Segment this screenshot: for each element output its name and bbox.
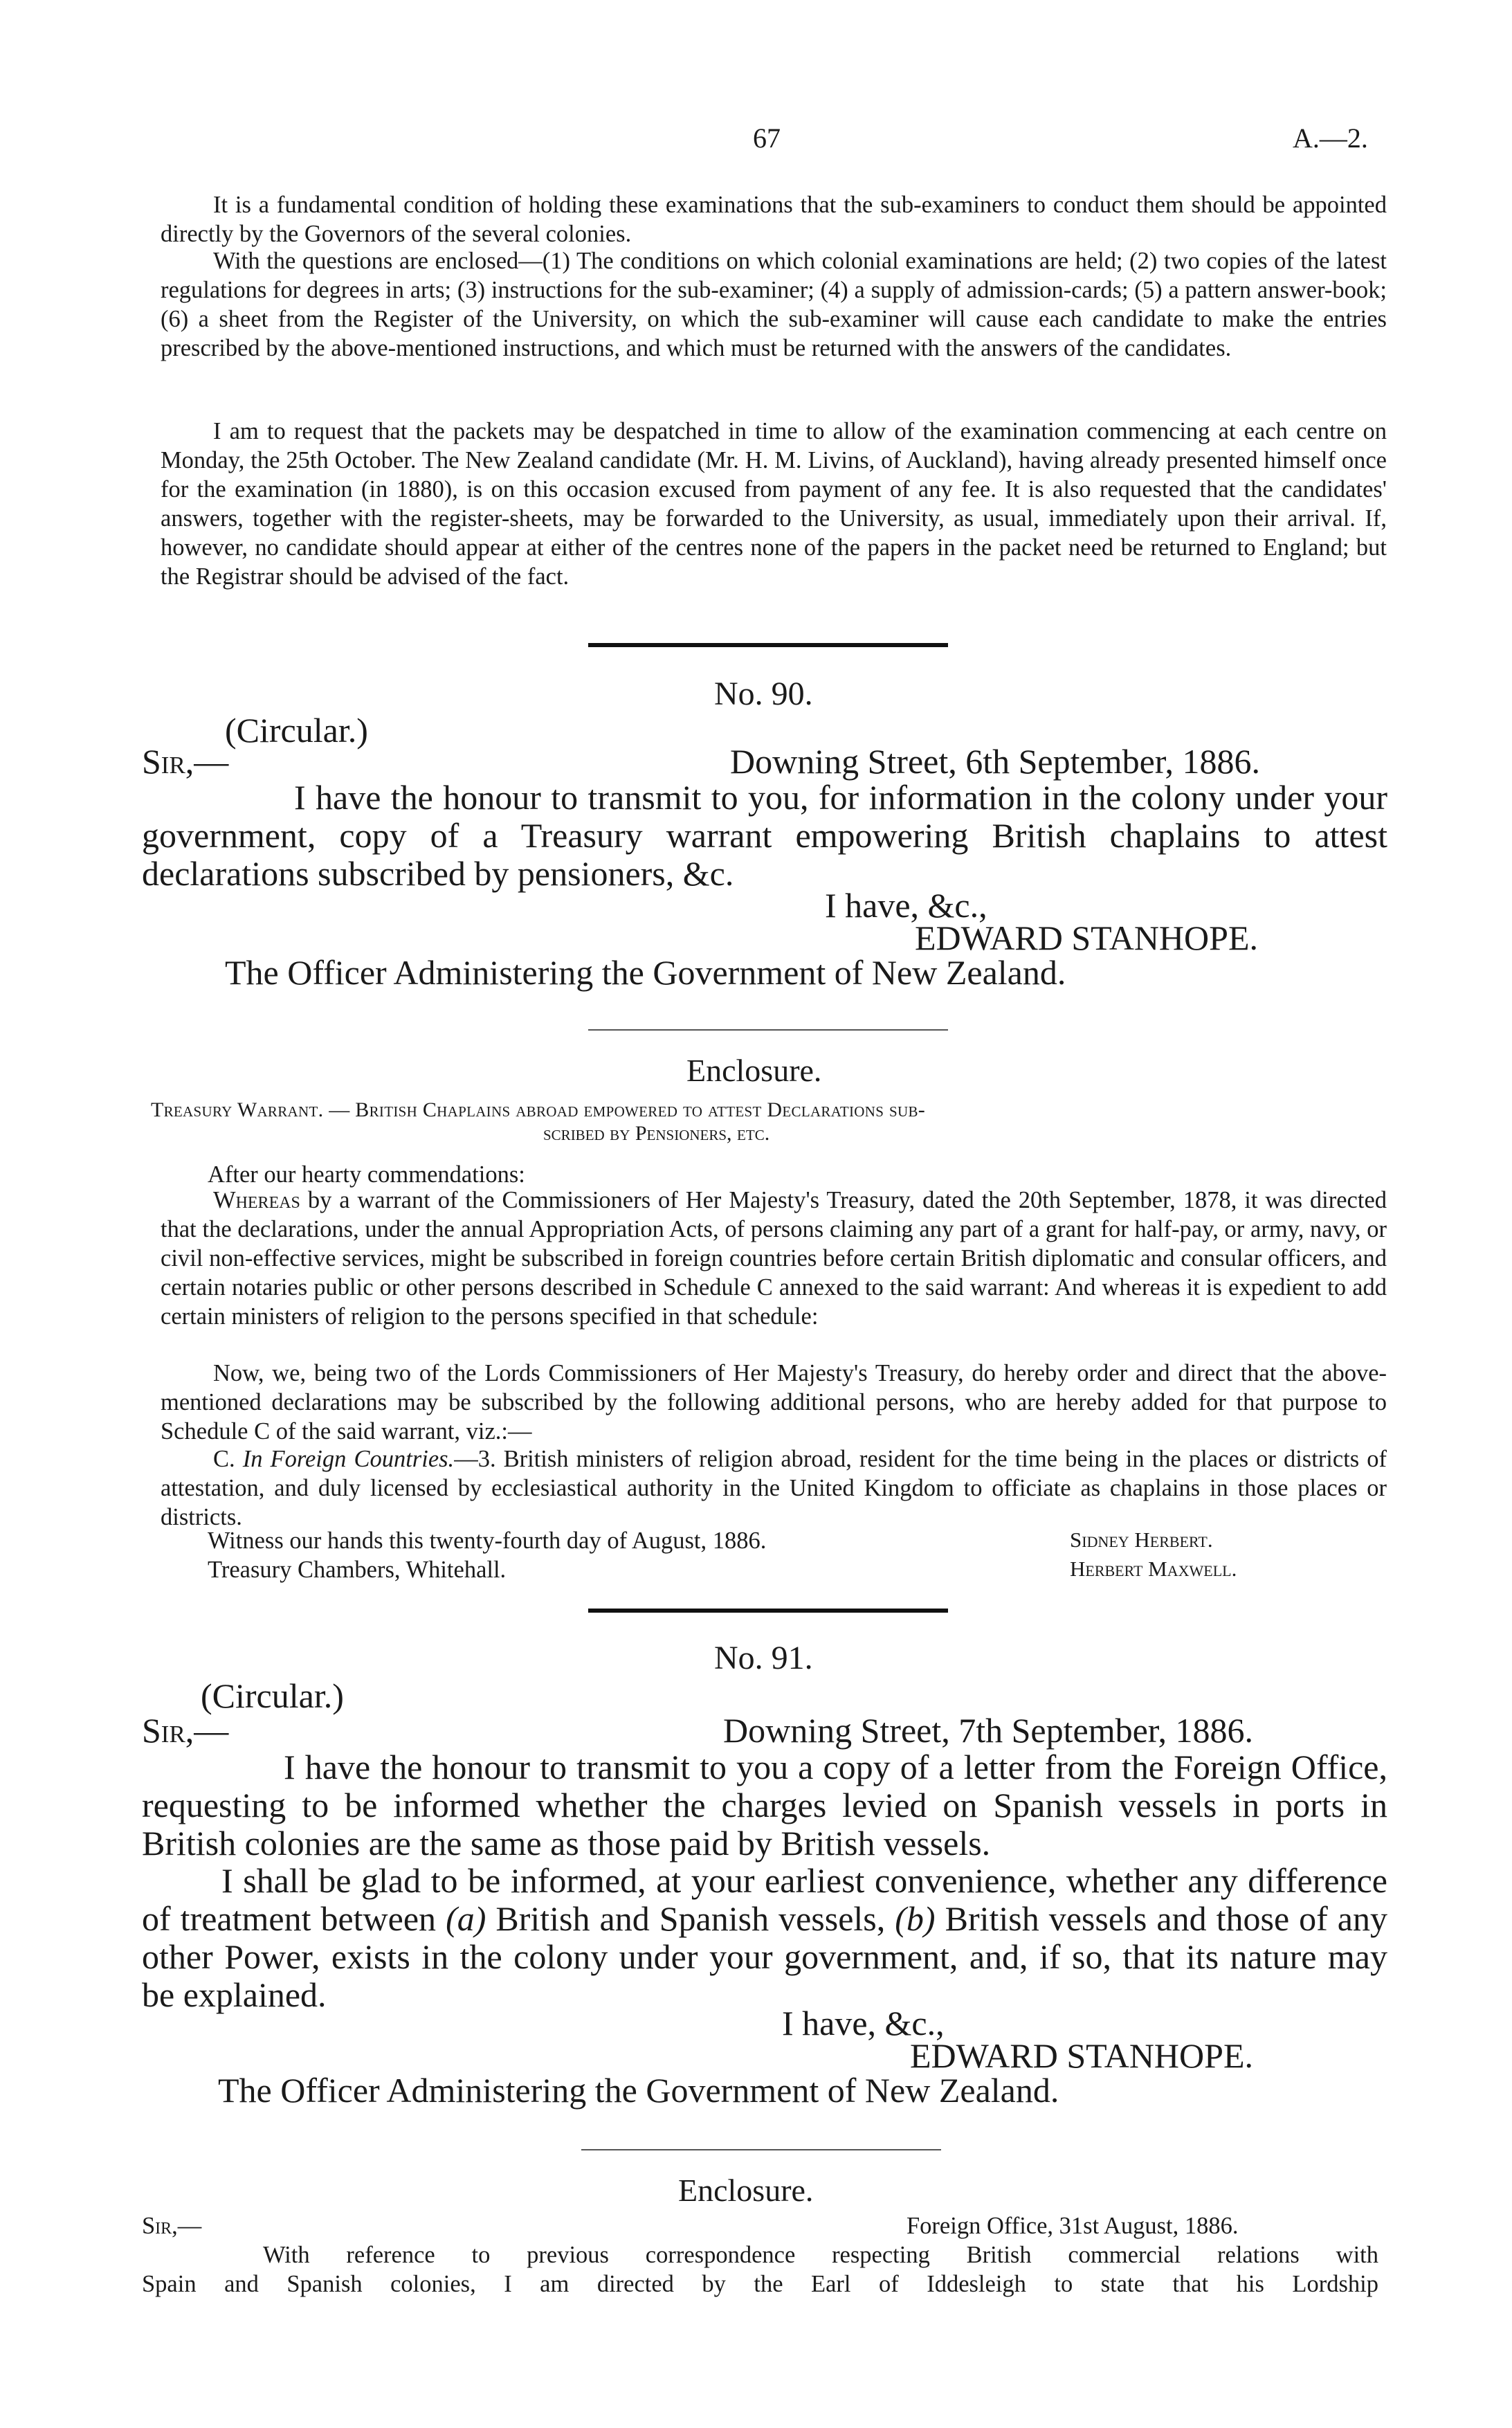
circular-label: (Circular.) [201, 1676, 344, 1715]
body-text-c: British vessels and those of any other Power, exists in the colony under your government, and, if so, that its nature may be explained. [142, 1899, 1387, 2014]
enclosure-text-line-1: With reference to previous correspondence respecting British commercial relations with [263, 2242, 1378, 2268]
schedule-heading: In Foreign Countries. [242, 1446, 455, 1472]
section-divider [588, 1029, 948, 1031]
intro-paragraph-2: With the questions are enclosed—(1) The conditions on which colonial examinations are held; (2) two copies of the latest regulations for degrees in arts; (3) instructions for the sub-examiner; (4) a supply of admission-cards; (5) a pattern answer-book; (6) a sheet from the Register of the University, on which the sub-examiner will cause each candidate to make the entries prescribed by the above-mentioned instructions, and which must be returned with the answers of the candidates. [161, 248, 1387, 361]
warrant-opening: After our hearty commendations: [208, 1161, 525, 1188]
enclosure-heading: Enclosure. [686, 1053, 822, 1088]
marker-b: (b) [895, 1899, 936, 1938]
intro-paragraph-1: It is a fundamental condition of holding these examinations that the sub-examiners to conduct them should be appointed directly by the Governors of the several colonies. [161, 192, 1387, 247]
section-divider [581, 2149, 941, 2150]
letter-body-2 [142, 1862, 1387, 2014]
warrant-schedule-paragraph [161, 1444, 1387, 1532]
witness-line: Witness our hands this twenty-fourth day of August, 1886. [208, 1528, 767, 1554]
body-text-a: I shall be glad to be informed, at your earliest convenience, whether any difference of treatment between [142, 1861, 1387, 1938]
enclosure-text-line-2: Spain and Spanish colonies, I am directed by the Earl of Iddesleigh to state that his Lordship [142, 2271, 1378, 2297]
schedule-text: —3. British ministers of religion abroad, resident for the time being in the places or districts of attestation, and duly licensed by ecclesiastical authority in the United Kingdom to officiate as chaplains in those places or districts. [161, 1446, 1387, 1530]
enclosure-salutation: Sir,— [142, 2213, 202, 2239]
warrant-now-paragraph: Now, we, being two of the Lords Commissioners of Her Majesty's Treasury, do hereby order and direct that the above-mentioned declarations may be subscribed by the following additional persons, who are hereby added for that purpose to Schedule C of the said warrant, viz.:— [161, 1360, 1387, 1444]
closing: I have, &c., [782, 2004, 945, 2042]
signature: EDWARD STANHOPE. [915, 918, 1258, 957]
addressee: The Officer Administering the Government of New Zealand. [225, 953, 1066, 992]
dateline: Downing Street, 6th September, 1886. [730, 742, 1260, 781]
letter-number: No. 91. [714, 1640, 813, 1676]
treasury-chambers: Treasury Chambers, Whitehall. [208, 1557, 507, 1583]
letter-number: No. 90. [714, 676, 813, 712]
warrant-whereas-paragraph [161, 1186, 1387, 1331]
schedule-prefix: C. [213, 1446, 235, 1472]
enclosure-heading: Enclosure. [678, 2173, 814, 2208]
body-text-b: British and Spanish vessels, [486, 1899, 895, 1938]
intro-paragraph-3: I am to request that the packets may be despatched in time to allow of the examination commencing at each centre on Monday, the 25th October. The New Zealand candidate (Mr. H. M. Livins, of Auckland), having already presented himself once for the examination (in 1880), is on this occasion excused from payment of any fee. It is also requested that the candidates' answers, together with the register-sheets, may be forwarded to the University, as usual, immediately upon their arrival. If, however, no candidate should appear at either of the centres none of the papers in the packet need be returned to England; but the Registrar should be advised of the fact. [161, 418, 1387, 590]
document-reference: A.—2. [1293, 123, 1368, 154]
addressee: The Officer Administering the Government of New Zealand. [218, 2071, 1059, 2110]
section-divider [588, 643, 948, 647]
letter-body: I have the honour to transmit to you, for information in the colony under your government, copy of a Treasury warrant empowering British chaplains to attest declarations subscribed by pensioners, &c. [142, 778, 1387, 893]
whereas-word: Whereas [213, 1187, 300, 1213]
enclosure-dateline: Foreign Office, 31st August, 1886. [907, 2213, 1239, 2239]
marker-a: (a) [446, 1899, 486, 1938]
signature: EDWARD STANHOPE. [910, 2036, 1253, 2075]
letter-body-1: I have the honour to transmit to you a copy of a letter from the Foreign Office, requesting to be informed whether the charges levied on Spanish vessels in ports in British colonies are the same as those paid by British vessels. [142, 1748, 1387, 1863]
salutation: Sir,— [142, 742, 229, 781]
signer-1: Sidney Herbert. [1070, 1528, 1213, 1552]
warrant-title-line-2: scribed by Pensioners, etc. [543, 1122, 770, 1145]
dateline: Downing Street, 7th September, 1886. [723, 1711, 1253, 1750]
section-divider [588, 1609, 948, 1613]
whereas-text: by a warrant of the Commissioners of Her Majesty's Treasury, dated the 20th September, 1878, it was directed that the declarations, under the annual Appropriation Acts, of persons claiming any part of a grant for half-pay, or army, navy, or civil non-effective services, might be subscribed in foreign countries before certain British diplomatic and consular officers, and certain notaries public or other persons described in Schedule C annexed to the said warrant: And whereas it is expedient to add certain ministers of religion to the persons specified in that schedule: [161, 1187, 1387, 1330]
salutation: Sir,— [142, 1711, 229, 1750]
circular-label: (Circular.) [225, 711, 368, 750]
warrant-title-line-1: Treasury Warrant. — British Chaplains abroad empowered to attest Declarations sub- [151, 1098, 926, 1121]
signer-2: Herbert Maxwell. [1070, 1557, 1237, 1581]
page-number: 67 [753, 123, 781, 154]
closing: I have, &c., [825, 886, 987, 925]
